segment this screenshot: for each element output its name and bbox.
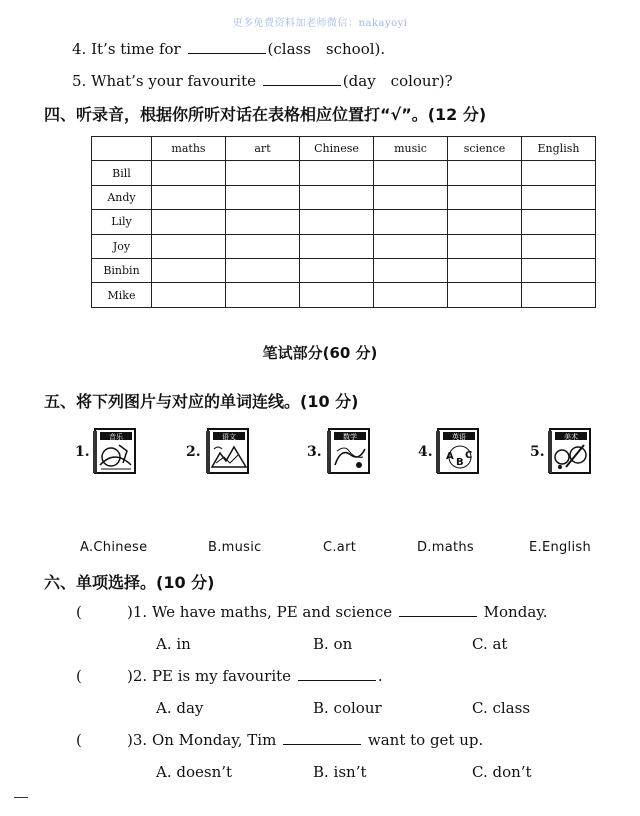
row-header: Binbin [92, 258, 152, 282]
question-text: We have maths, PE and science [151, 603, 393, 621]
choice-option[interactable]: B. on [313, 635, 353, 653]
answer-paren-open[interactable]: ( [76, 731, 82, 749]
check-cell[interactable] [522, 283, 596, 307]
question-hint: (day colour)? [342, 72, 453, 90]
row-header: Andy [92, 185, 152, 209]
row-header: Lily [92, 210, 152, 234]
column-header: Chinese [300, 137, 374, 161]
section-4-title: 四、听录音，根据你所听对话在表格相应位置打“√”。(12 分) [44, 105, 487, 124]
check-cell[interactable] [152, 234, 226, 258]
question-number: )1. [127, 603, 148, 621]
check-cell[interactable] [374, 185, 448, 209]
choice-option[interactable]: A. in [156, 635, 191, 653]
picture-number: 3. [307, 444, 322, 460]
watermark: 更多免费资料加老师微信：nakayoyi [232, 18, 408, 29]
question-number: )3. [127, 731, 148, 749]
choice-option[interactable]: C. class [472, 699, 531, 717]
check-cell[interactable] [152, 283, 226, 307]
book-label: 数学 [343, 433, 357, 441]
check-cell[interactable] [152, 258, 226, 282]
question-number: 5. [72, 72, 87, 90]
picture-number: 5. [530, 444, 545, 460]
row-header: Bill [92, 161, 152, 185]
check-cell[interactable] [226, 185, 300, 209]
check-cell[interactable] [374, 283, 448, 307]
check-cell[interactable] [522, 210, 596, 234]
check-cell[interactable] [374, 234, 448, 258]
check-cell[interactable] [300, 234, 374, 258]
table-row [92, 258, 596, 282]
picture-number: 2. [186, 444, 201, 460]
answer-blank[interactable] [283, 732, 361, 745]
choice-option[interactable]: C. don’t [472, 763, 532, 781]
music-book-icon[interactable] [91, 427, 139, 475]
table-row [92, 185, 596, 209]
section-5-title: 五、将下列图片与对应的单词连线。(10 分) [44, 392, 359, 411]
question-2 [127, 667, 383, 685]
check-cell[interactable] [448, 234, 522, 258]
answer-paren-open[interactable]: ( [76, 603, 82, 621]
answer-blank[interactable] [188, 41, 266, 54]
picture-number: 4. [418, 444, 433, 460]
check-cell[interactable] [374, 210, 448, 234]
maths-book-icon[interactable] [325, 427, 373, 475]
answer-blank[interactable] [298, 668, 376, 681]
check-cell[interactable] [300, 210, 374, 234]
table-row [92, 283, 596, 307]
picture-number: 1. [75, 444, 90, 460]
question-text-end: . [377, 667, 383, 685]
check-cell[interactable] [152, 161, 226, 185]
table-row [92, 234, 596, 258]
check-cell[interactable] [448, 210, 522, 234]
check-cell[interactable] [448, 258, 522, 282]
question-text: It’s time for [91, 40, 181, 58]
word-option[interactable]: D.maths [417, 540, 474, 555]
row-header: Joy [92, 234, 152, 258]
question-number: )2. [127, 667, 148, 685]
check-cell[interactable] [374, 258, 448, 282]
check-cell[interactable] [152, 210, 226, 234]
check-cell[interactable] [226, 210, 300, 234]
word-option[interactable]: C.art [323, 540, 357, 555]
check-cell[interactable] [522, 234, 596, 258]
choice-option[interactable]: B. colour [313, 699, 382, 717]
book-label: 音乐 [109, 433, 123, 441]
check-cell[interactable] [522, 185, 596, 209]
book-label: 美术 [564, 433, 578, 441]
check-cell[interactable] [448, 185, 522, 209]
choice-option[interactable]: B. isn’t [313, 763, 367, 781]
check-cell[interactable] [522, 258, 596, 282]
question-5 [72, 70, 453, 91]
question-text: PE is my favourite [151, 667, 292, 685]
check-cell[interactable] [226, 283, 300, 307]
table-row [92, 210, 596, 234]
question-4 [72, 38, 385, 59]
column-header: science [448, 137, 522, 161]
check-cell[interactable] [226, 161, 300, 185]
choice-option[interactable]: A. day [156, 699, 204, 717]
question-hint: (class school). [267, 40, 386, 58]
question-text-end: Monday. [483, 603, 548, 621]
word-option[interactable]: A.Chinese [80, 540, 148, 555]
row-header: Mike [92, 283, 152, 307]
check-cell[interactable] [300, 161, 374, 185]
check-cell[interactable] [300, 258, 374, 282]
question-1 [127, 603, 548, 621]
check-cell[interactable] [226, 258, 300, 282]
question-text: What’s your favourite [91, 72, 257, 90]
table-row [92, 161, 596, 185]
question-text-end: want to get up. [367, 731, 484, 749]
question-text: On Monday, Tim [151, 731, 277, 749]
check-cell[interactable] [226, 234, 300, 258]
table-corner-cell [92, 137, 152, 161]
word-option[interactable]: B.music [208, 540, 262, 555]
question-number: 4. [72, 40, 87, 58]
check-cell[interactable] [300, 283, 374, 307]
chinese-book-icon[interactable] [204, 427, 252, 475]
column-header: art [226, 137, 300, 161]
answer-paren-open[interactable]: ( [76, 667, 82, 685]
svg-text:A: A [446, 451, 454, 462]
choice-option[interactable]: C. at [472, 635, 508, 653]
question-3 [127, 731, 483, 749]
svg-text:C: C [465, 450, 473, 461]
choice-option[interactable]: A. doesn’t [156, 763, 233, 781]
svg-text:B: B [456, 457, 464, 468]
column-header: English [522, 137, 596, 161]
check-cell[interactable] [300, 185, 374, 209]
section-6-title: 六、单项选择。(10 分) [44, 573, 215, 592]
english-book-icon[interactable] [434, 427, 482, 475]
answer-blank[interactable] [263, 73, 341, 86]
book-label: 英语 [452, 433, 466, 441]
table-header-row [92, 137, 596, 161]
check-cell[interactable] [448, 161, 522, 185]
check-cell[interactable] [522, 161, 596, 185]
book-label: 语文 [222, 433, 236, 441]
art-book-icon[interactable] [546, 427, 594, 475]
check-cell[interactable] [374, 161, 448, 185]
column-header: music [374, 137, 448, 161]
written-part-title: 笔试部分(60 分) [262, 344, 378, 362]
answer-blank[interactable] [399, 604, 477, 617]
column-header: maths [152, 137, 226, 161]
check-cell[interactable] [448, 283, 522, 307]
check-cell[interactable] [152, 185, 226, 209]
page-corner-mark [14, 797, 28, 798]
listening-table [91, 136, 596, 308]
word-option[interactable]: E.English [529, 540, 591, 555]
